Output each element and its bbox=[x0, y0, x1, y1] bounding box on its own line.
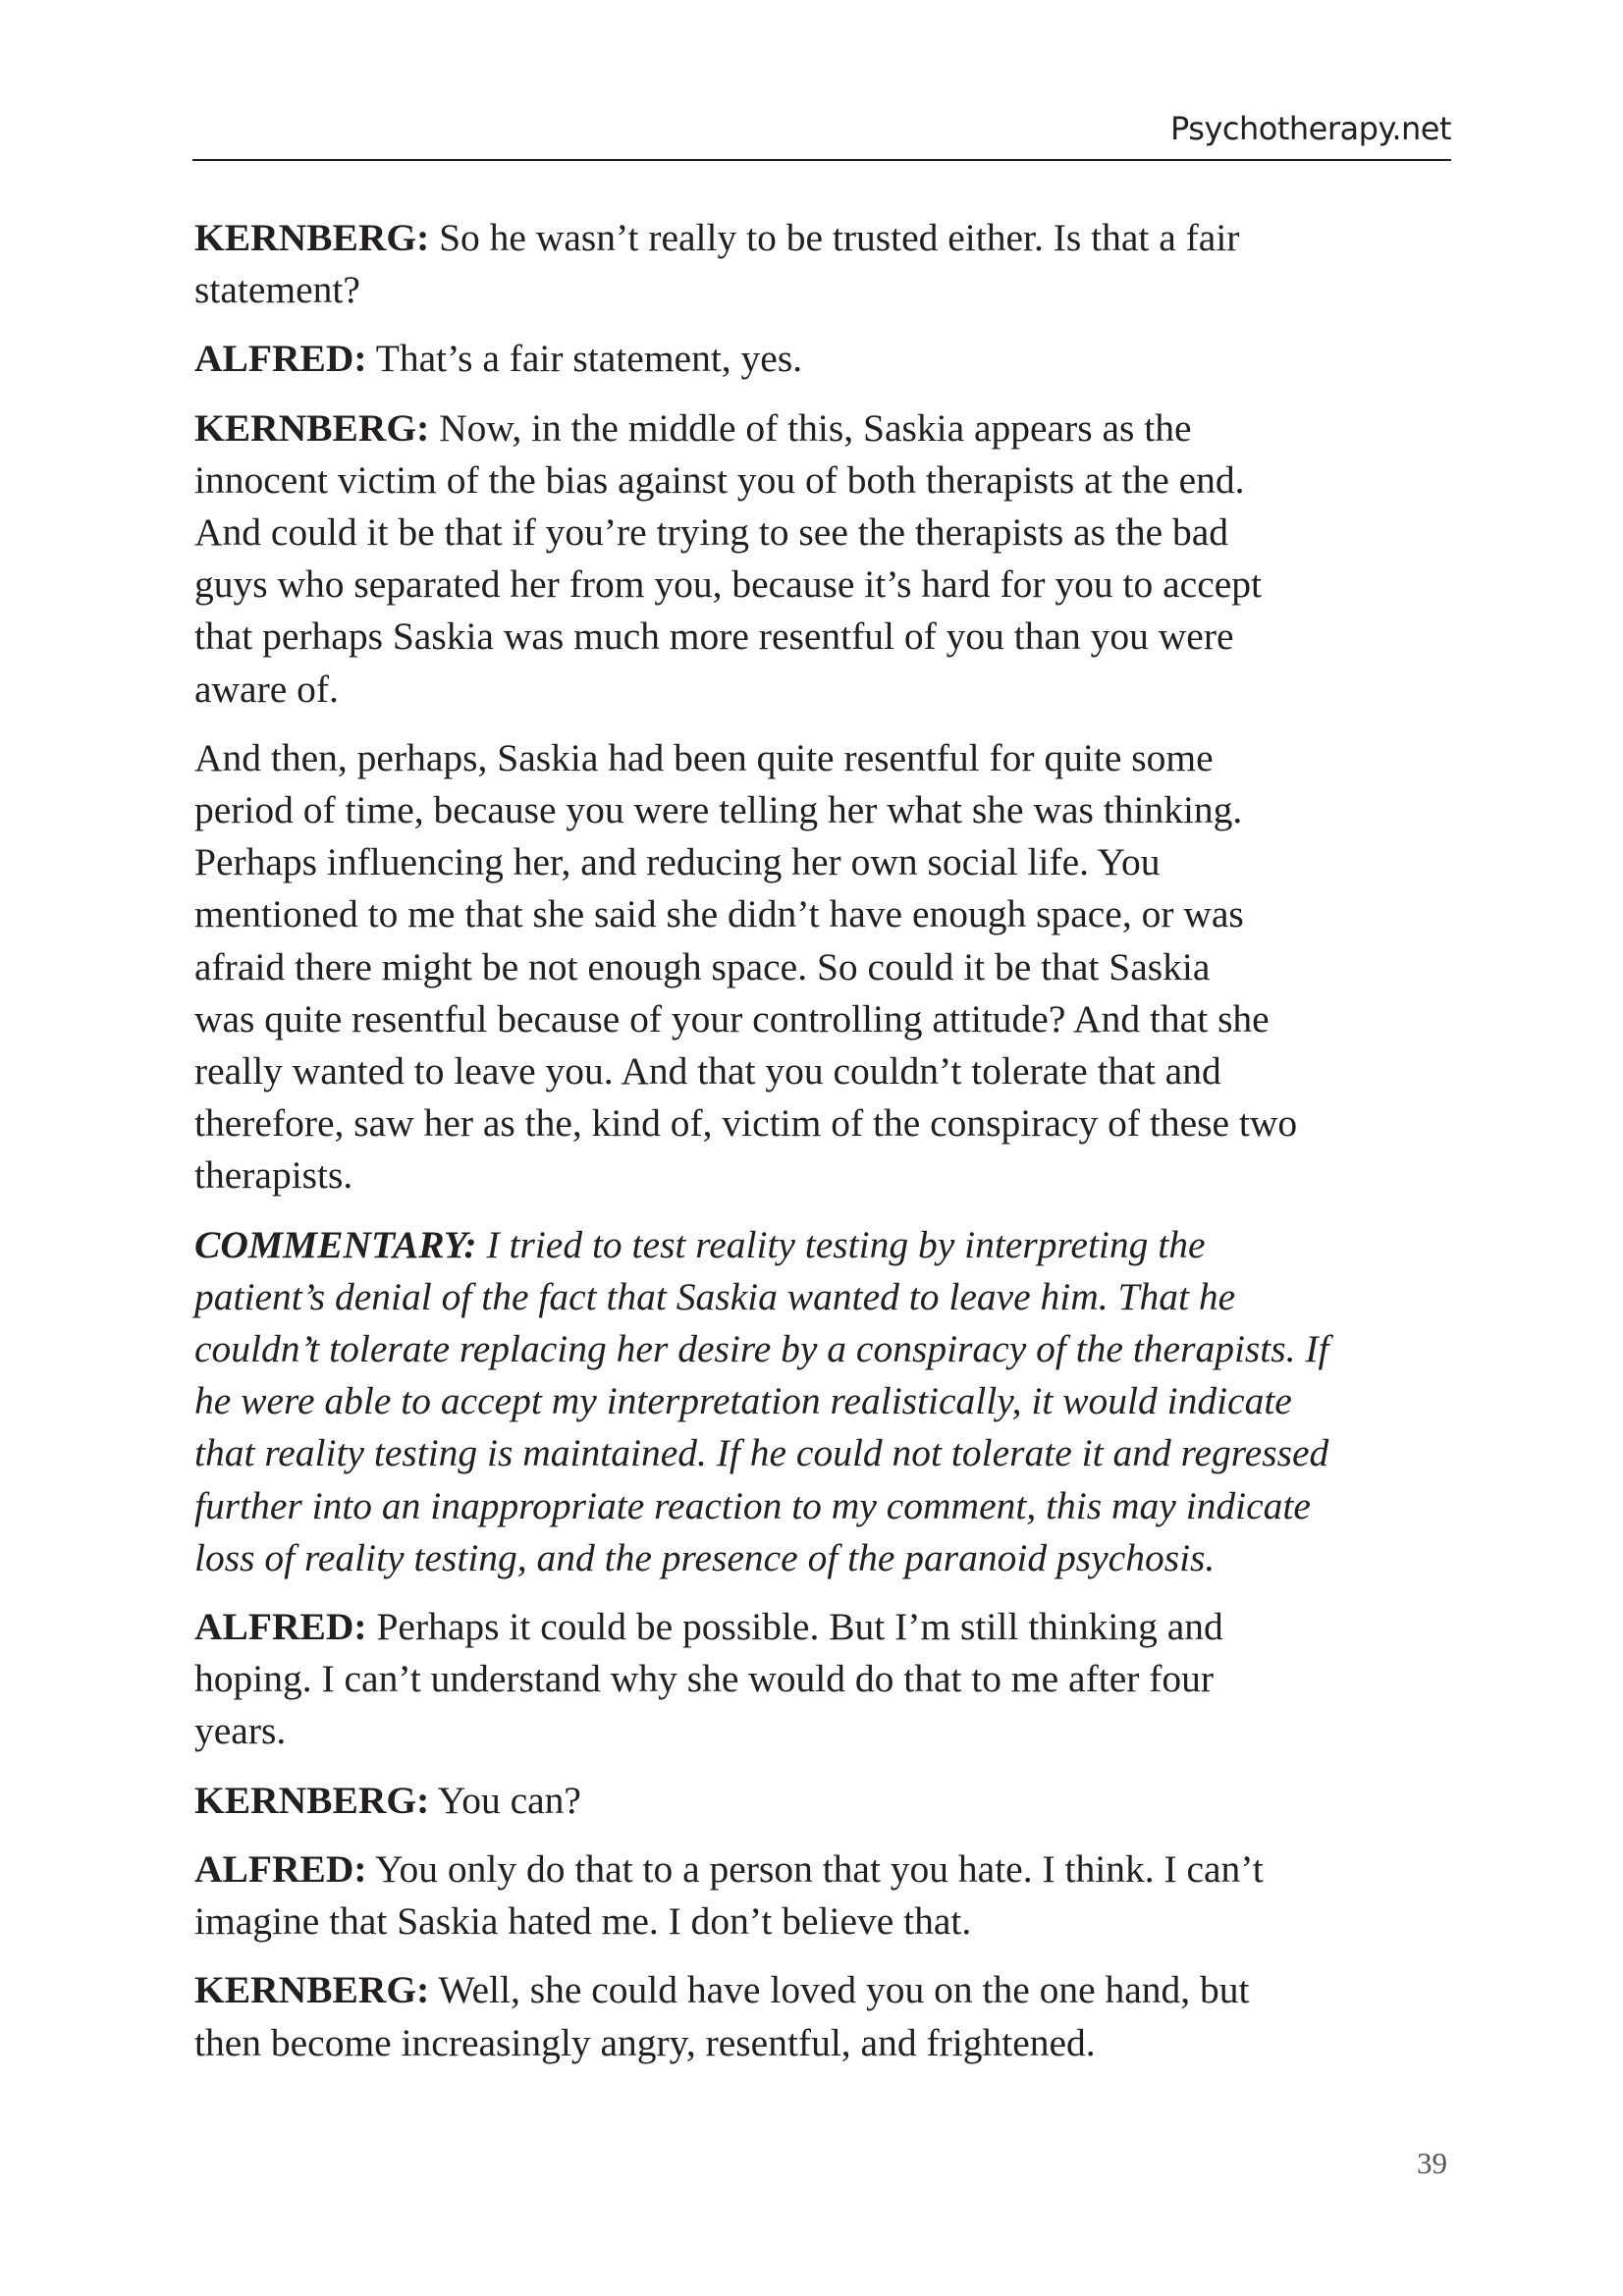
text-line bbox=[194, 454, 1471, 507]
line-text: Well, she could have loved you on the one hand, but bbox=[438, 1968, 1250, 2012]
dialogue-paragraph bbox=[194, 1843, 1471, 1948]
dialogue-paragraph bbox=[194, 402, 1471, 716]
line-text: innocent victim of the bias against you of both therapists at the end. bbox=[194, 457, 1245, 502]
speaker-label: KERNBERG: bbox=[194, 216, 430, 259]
line-text: Perhaps it could be possible. But I’m still thinking and bbox=[376, 1605, 1223, 1649]
line-text: couldn’t tolerate replacing her desire by a conspiracy of the therapists. If bbox=[194, 1327, 1329, 1371]
text-line bbox=[194, 1219, 1471, 1271]
dialogue-paragraph bbox=[194, 1601, 1471, 1758]
line-text: afraid there might be not enough space. So could it be that Saskia bbox=[194, 944, 1211, 988]
text-line bbox=[194, 1097, 1471, 1149]
text-line bbox=[194, 732, 1471, 784]
page-number: 39 bbox=[1417, 2146, 1447, 2180]
line-text: And could it be that if you’re trying to see the therapists as the bad bbox=[194, 510, 1229, 555]
text-line bbox=[194, 507, 1471, 559]
text-line bbox=[194, 784, 1471, 836]
text-line bbox=[194, 1532, 1471, 1584]
text-line bbox=[194, 2017, 1471, 2069]
line-text: hoping. I can’t understand why she would do that to me after four bbox=[194, 1657, 1215, 1701]
text-line bbox=[194, 264, 1471, 316]
line-text: therefore, saw her as the, kind of, victim of the conspiracy of these two bbox=[194, 1101, 1298, 1146]
text-line bbox=[194, 1480, 1471, 1532]
line-text: period of time, because you were telling her what she was thinking. bbox=[194, 788, 1243, 832]
line-text: aware of. bbox=[194, 667, 339, 711]
transcript-body bbox=[194, 212, 1471, 2086]
text-line bbox=[194, 1775, 1471, 1827]
dialogue-paragraph bbox=[194, 1775, 1471, 1827]
line-text: imagine that Saskia hated me. I don’t believe that. bbox=[194, 1899, 972, 1944]
continuation-paragraph bbox=[194, 732, 1471, 1202]
text-line bbox=[194, 333, 1471, 385]
text-line bbox=[194, 1149, 1471, 1201]
line-text: guys who separated her from you, because it’s hard for you to accept bbox=[194, 562, 1262, 607]
text-line bbox=[194, 1705, 1471, 1757]
text-line bbox=[194, 664, 1471, 716]
line-text: Now, in the middle of this, Saskia appears as the bbox=[439, 405, 1192, 450]
text-line bbox=[194, 1964, 1471, 2016]
text-line bbox=[194, 1045, 1471, 1097]
speaker-label: ALFRED: bbox=[194, 1846, 367, 1891]
line-text: that perhaps Saskia was much more resentful of you than you were bbox=[194, 614, 1234, 659]
text-line bbox=[194, 402, 1471, 454]
speaker-label: KERNBERG: bbox=[194, 1968, 430, 2012]
line-text: mentioned to me that she said she didn’t have enough space, or was bbox=[194, 892, 1244, 936]
speaker-label: KERNBERG: bbox=[194, 405, 430, 450]
text-line bbox=[194, 212, 1471, 264]
text-line bbox=[194, 1271, 1471, 1323]
speaker-label: ALFRED: bbox=[194, 1605, 367, 1649]
line-text: You can? bbox=[437, 1778, 581, 1822]
dialogue-paragraph bbox=[194, 1964, 1471, 2068]
line-text: further into an inappropriate reaction to my comment, this may indicate bbox=[194, 1483, 1311, 1527]
line-text: You only do that to a person that you hate. I think. I can’t bbox=[374, 1846, 1264, 1891]
text-line bbox=[194, 1375, 1471, 1427]
text-line bbox=[194, 1896, 1471, 1948]
text-line bbox=[194, 559, 1471, 611]
text-line bbox=[194, 611, 1471, 663]
line-text: statement? bbox=[194, 268, 360, 312]
line-text: I tried to test reality testing by interpreting the bbox=[486, 1222, 1206, 1266]
dialogue-paragraph bbox=[194, 1219, 1471, 1584]
text-line bbox=[194, 888, 1471, 940]
line-text: he were able to accept my interpretation realistically, it would indicate bbox=[194, 1379, 1292, 1423]
dialogue-paragraph bbox=[194, 333, 1471, 385]
text-line bbox=[194, 1843, 1471, 1896]
line-text: really wanted to leave you. And that you couldn’t tolerate that and bbox=[194, 1049, 1221, 1094]
line-text: And then, perhaps, Saskia had been quite resentful for quite some bbox=[194, 735, 1214, 779]
text-line bbox=[194, 1427, 1471, 1479]
line-text: patient’s denial of the fact that Saskia wanted to leave him. That he bbox=[194, 1274, 1236, 1318]
text-line bbox=[194, 993, 1471, 1045]
line-text: therapists. bbox=[194, 1153, 353, 1198]
speaker-label: ALFRED: bbox=[194, 337, 367, 381]
line-text: was quite resentful because of your controlling attitude? And that she bbox=[194, 996, 1270, 1041]
text-line bbox=[194, 941, 1471, 993]
text-line bbox=[194, 1323, 1471, 1375]
text-line bbox=[194, 1601, 1471, 1653]
dialogue-paragraph bbox=[194, 212, 1471, 316]
text-line bbox=[194, 1653, 1471, 1705]
line-text: loss of reality testing, and the presence of the paranoid psychosis. bbox=[194, 1535, 1216, 1579]
line-text: then become increasingly angry, resentful, and frightened. bbox=[194, 2020, 1096, 2064]
line-text: So he wasn’t really to be trusted either. Is that a fair bbox=[439, 216, 1240, 259]
speaker-label: COMMENTARY: bbox=[194, 1222, 477, 1266]
line-text: that reality testing is maintained. If he could not tolerate it and regressed bbox=[194, 1431, 1329, 1475]
text-line bbox=[194, 836, 1471, 888]
line-text: That’s a fair statement, yes. bbox=[375, 337, 803, 381]
running-header bbox=[192, 106, 1451, 161]
speaker-label: KERNBERG: bbox=[194, 1778, 430, 1822]
header-title: Psychotherapy.net bbox=[1170, 110, 1451, 147]
line-text: years. bbox=[194, 1709, 287, 1753]
line-text: Perhaps influencing her, and reducing her own social life. You bbox=[194, 840, 1161, 884]
